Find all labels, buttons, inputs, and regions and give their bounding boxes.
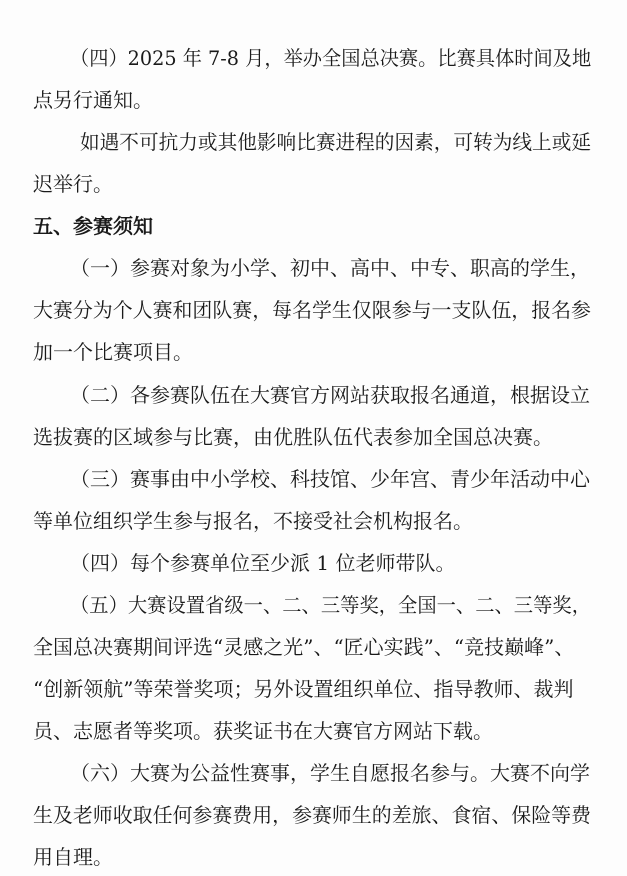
text-line: （五）大赛设置省级一、二、三等奖，全国一、二、三等奖， (70, 593, 591, 617)
text-line: （一）参赛对象为小学、初中、高中、中专、职高的学生， (70, 256, 590, 280)
section-heading: 五、参赛须知 (33, 214, 153, 238)
text-line: 如遇不可抗力或其他影响比赛进程的因素，可转为线上或延 (80, 130, 592, 154)
text-line: 迟举行。 (33, 172, 113, 196)
text-line: 用自理。 (33, 845, 113, 869)
text-line: （四）2025 年 7-8 月，举办全国总决赛。比赛具体时间及地 (70, 46, 592, 70)
text-line: （二）各参赛队伍在大赛官方网站获取报名通道，根据设立 (70, 383, 590, 407)
text-line: 选拔赛的区域参与比赛，由优胜队伍代表参加全国总决赛。 (33, 425, 553, 449)
text-line: 等单位组织学生参与报名，不接受社会机构报名。 (33, 509, 473, 533)
text-line: （四）每个参赛单位至少派 1 位老师带队。 (70, 551, 456, 575)
text-line: 员、志愿者等奖项。获奖证书在大赛官方网站下载。 (33, 719, 493, 743)
text-line: 点另行通知。 (33, 88, 153, 112)
text-line: 生及老师收取任何参赛费用，参赛师生的差旅、食宿、保险等费 (33, 803, 591, 827)
text-line: （三）赛事由中小学校、科技馆、少年宫、青少年活动中心 (70, 467, 590, 491)
text-line: 加一个比赛项目。 (33, 340, 193, 364)
text-line: 全国总决赛期间评选“灵感之光”、“匠心实践”、“竞技巅峰”、 (33, 635, 575, 659)
text-line: （六）大赛为公益性赛事，学生自愿报名参与。大赛不向学 (70, 761, 590, 785)
text-line: 大赛分为个人赛和团队赛，每名学生仅限参与一支队伍，报名参 (33, 298, 591, 322)
text-line: “创新领航”等荣誉奖项；另外设置组织单位、指导教师、裁判 (33, 677, 574, 701)
